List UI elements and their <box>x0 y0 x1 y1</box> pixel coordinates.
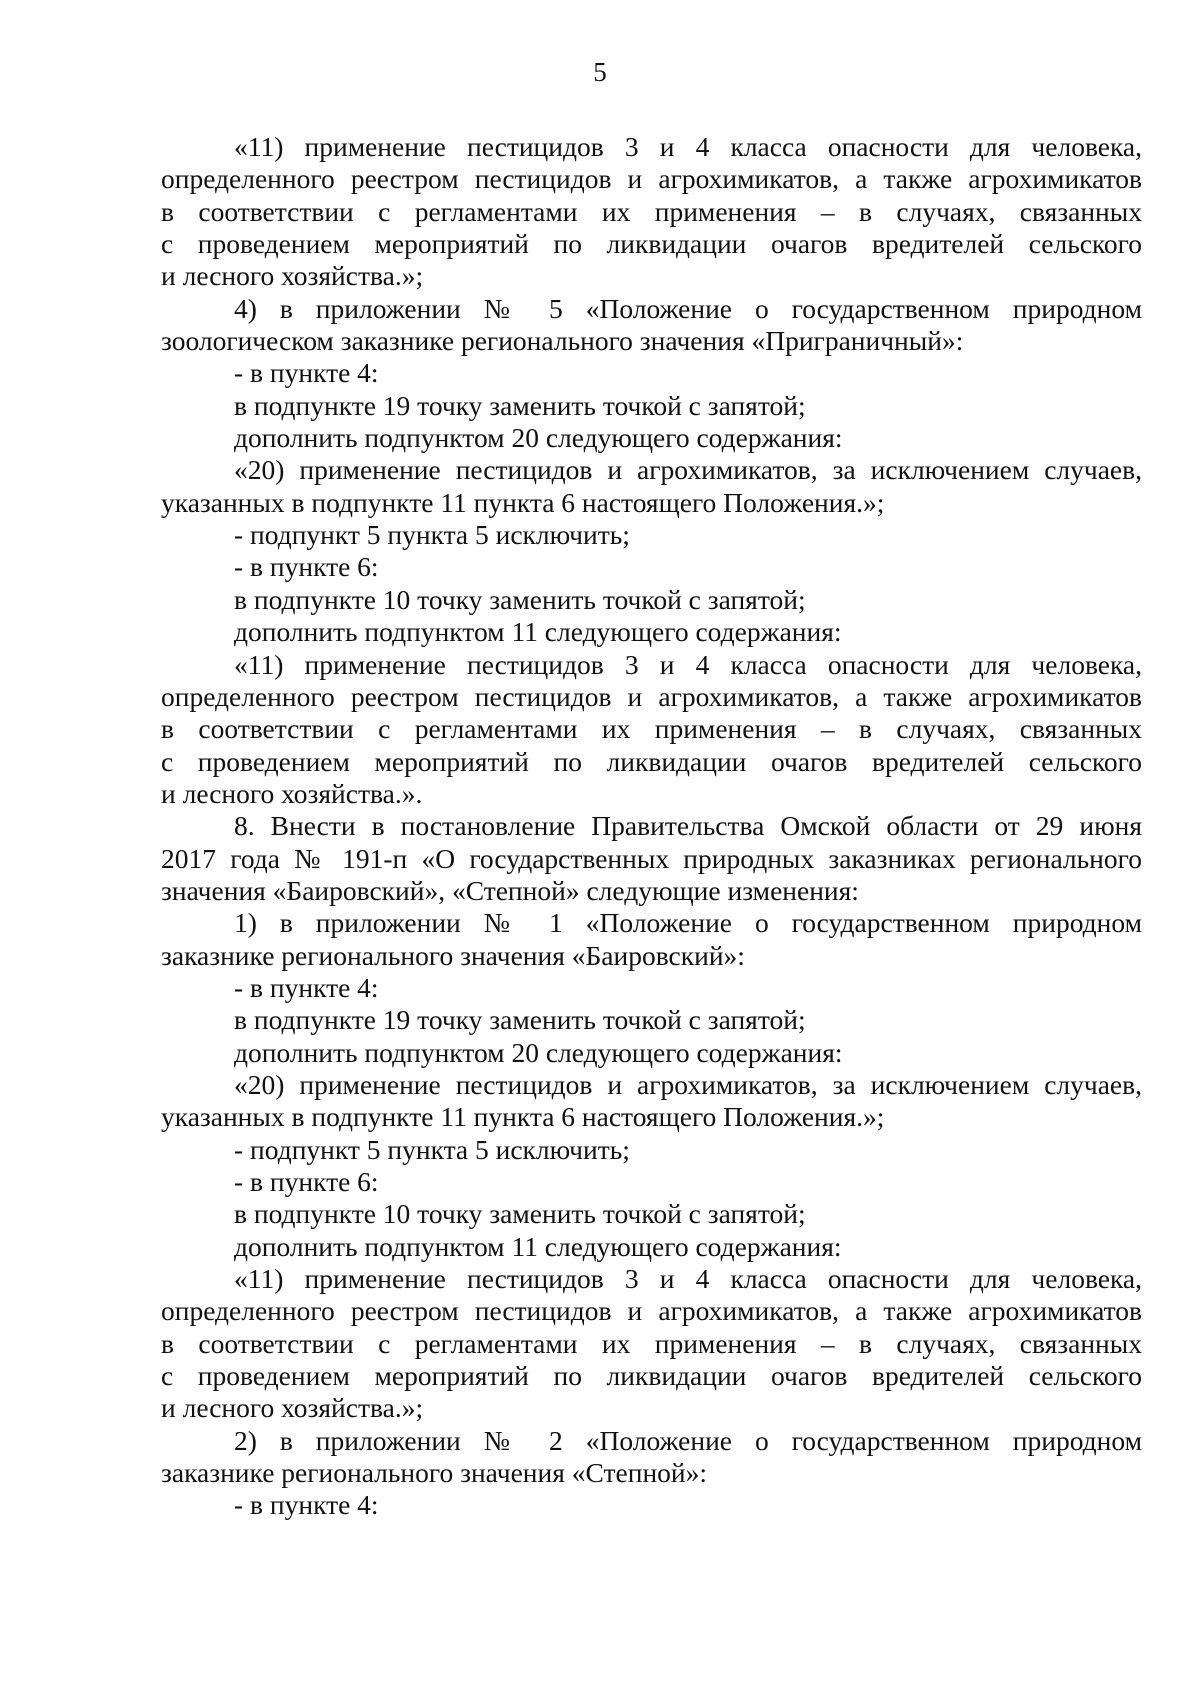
text-line: с проведением мероприятий по ликвидации очагов вредителей сельского <box>161 745 1142 777</box>
text-line: дополнить подпунктом 20 следующего содержания: <box>234 1036 843 1068</box>
page-number: 5 <box>593 57 607 87</box>
text-line: в подпункте 19 точку заменить точкой с запятой; <box>234 1004 806 1036</box>
text-line: в соответствии с регламентами их применения – в случаях, связанных <box>161 195 1142 227</box>
text-line: - подпункт 5 пункта 5 исключить; <box>234 1133 630 1165</box>
text-line: - в пункте 4: <box>234 357 379 389</box>
text-line: заказнике регионального значения «Степной»: <box>161 1457 708 1489</box>
text-line: 2017 года № 191-п «О государственных природных заказниках регионального <box>161 842 1142 874</box>
text-line: значения «Баировский», «Степной» следующие изменения: <box>161 874 859 906</box>
text-line: «20) применение пестицидов и агрохимикатов, за исключением случаев, <box>234 454 1142 486</box>
text-line: в подпункте 19 точку заменить точкой с запятой; <box>234 389 806 421</box>
text-line: в соответствии с регламентами их применения – в случаях, связанных <box>161 713 1142 745</box>
text-line: зоологическом заказнике регионального значения «Приграничный»: <box>161 325 964 357</box>
text-line: дополнить подпунктом 20 следующего содержания: <box>234 422 843 454</box>
text-line: в соответствии с регламентами их применения – в случаях, связанных <box>161 1327 1142 1359</box>
text-line: определенного реестром пестицидов и агрохимикатов, а также агрохимикатов <box>161 1295 1142 1327</box>
text-line: заказнике регионального значения «Баировский»: <box>161 939 745 971</box>
text-line: - в пункте 6: <box>234 1166 379 1197</box>
text-line: и лесного хозяйства.»; <box>161 260 424 292</box>
text-line: в подпункте 10 точку заменить точкой с запятой; <box>234 1198 806 1230</box>
text-line: «11) применение пестицидов 3 и 4 класса опасности для человека, <box>234 648 1142 680</box>
document-body <box>161 131 1142 1522</box>
text-line: 4) в приложении № 5 «Положение о государственном природном <box>234 292 1142 324</box>
text-line: указанных в подпункте 11 пункта 6 настоящего Положения.»; <box>161 486 885 518</box>
text-line: 8. Внести в постановление Правительства Омской области от 29 июня <box>234 810 1142 842</box>
text-line: в подпункте 10 точку заменить точкой с запятой; <box>234 583 806 615</box>
text-line: - в пункте 6: <box>234 551 379 583</box>
text-line: - в пункте 4: <box>234 1489 379 1521</box>
text-line: 2) в приложении № 2 «Положение о государственном природном <box>234 1424 1142 1456</box>
text-line: «11) применение пестицидов 3 и 4 класса опасности для человека, <box>234 1263 1142 1295</box>
text-line: указанных в подпункте 11 пункта 6 настоящего Положения.»; <box>161 1101 885 1133</box>
text-line: определенного реестром пестицидов и агрохимикатов, а также агрохимикатов <box>161 680 1142 712</box>
text-line: и лесного хозяйства.»; <box>161 1392 424 1424</box>
text-line: - подпункт 5 пункта 5 исключить; <box>234 519 630 551</box>
text-line: - в пункте 4: <box>234 971 379 1003</box>
text-line: «20) применение пестицидов и агрохимикатов, за исключением случаев, <box>234 1068 1142 1100</box>
text-line: с проведением мероприятий по ликвидации очагов вредителей сельского <box>161 1360 1142 1392</box>
text-line: дополнить подпунктом 11 следующего содержания: <box>234 1230 842 1262</box>
text-line: и лесного хозяйства.». <box>161 777 423 809</box>
text-line: дополнить подпунктом 11 следующего содержания: <box>234 616 842 648</box>
text-line: «11) применение пестицидов 3 и 4 класса опасности для человека, <box>234 131 1142 162</box>
text-line: определенного реестром пестицидов и агрохимикатов, а также агрохимикатов <box>161 163 1142 195</box>
text-line: 1) в приложении № 1 «Положение о государственном природном <box>234 907 1142 939</box>
text-line: с проведением мероприятий по ликвидации очагов вредителей сельского <box>161 228 1142 260</box>
